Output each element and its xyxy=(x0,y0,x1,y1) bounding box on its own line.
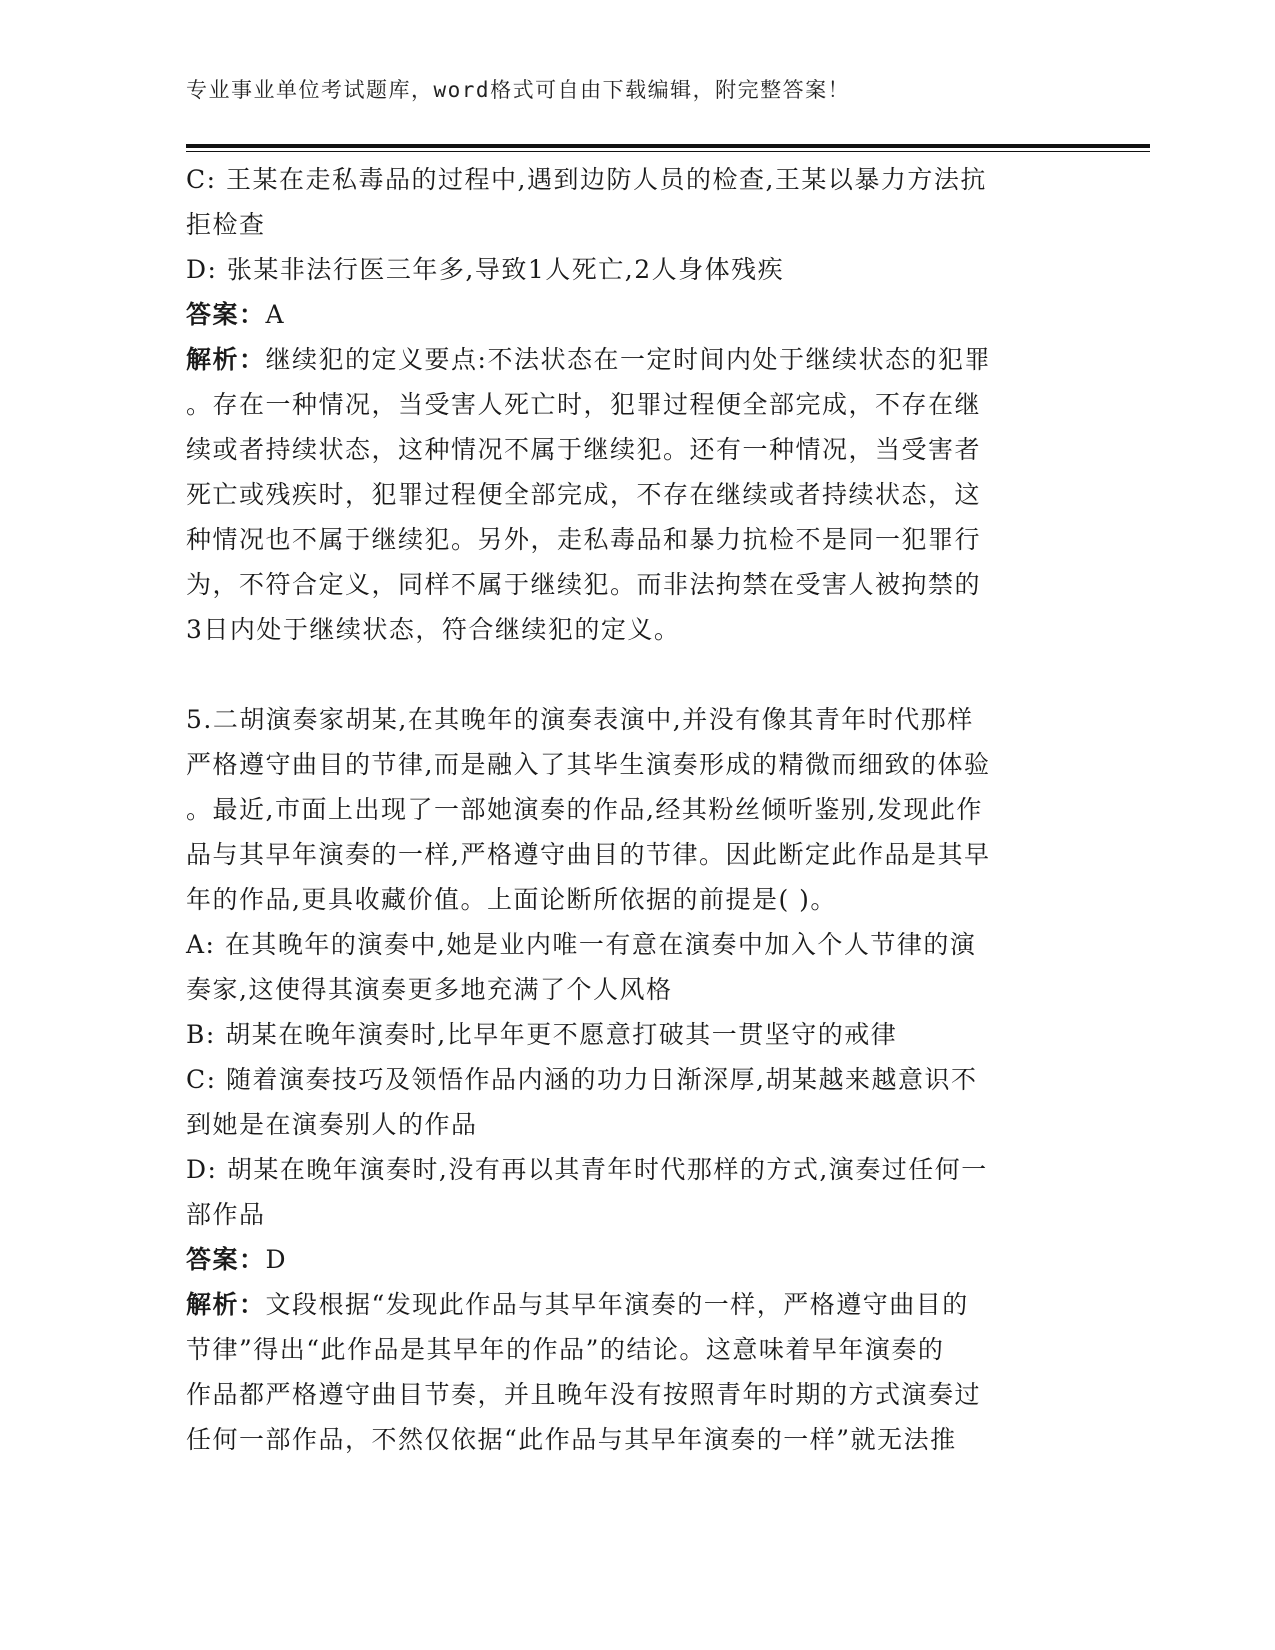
q5-answer-value: D xyxy=(265,1245,288,1274)
q5-analysis-line-2: 节律”得出“此作品是其早年的作品”的结论。这意味着早年演奏的 xyxy=(186,1335,945,1364)
q4-analysis-first: 继续犯的定义要点:不法状态在一定时间内处于继续状态的犯罪 xyxy=(265,345,991,374)
q4-answer-value: A xyxy=(265,300,286,329)
q5-answer-label: 答案： xyxy=(186,1245,266,1274)
q4-analysis-line-1 xyxy=(186,337,1086,382)
q5-stem-line-4: 品与其早年演奏的一样,严格遵守曲目的节律。因此断定此作品是其早 xyxy=(186,840,991,869)
q5-option-a-line-1: A: 在其晚年的演奏中,她是业内唯一有意在演奏中加入个人节律的演 xyxy=(186,930,977,959)
q4-answer xyxy=(186,292,1086,337)
q4-answer-label: 答案： xyxy=(186,300,266,329)
q5-option-d-line-2: 部作品 xyxy=(186,1200,266,1229)
q5-option-c-line-2: 到她是在演奏别人的作品 xyxy=(186,1110,478,1139)
q5-answer xyxy=(186,1237,1086,1282)
q5-stem-line-5: 年的作品,更具收藏价值。上面论断所依据的前提是( )。 xyxy=(186,885,837,914)
question-spacer xyxy=(186,652,1086,697)
q5-option-c-line-1: C: 随着演奏技巧及领悟作品内涵的功力日渐深厚,胡某越来越意识不 xyxy=(186,1065,978,1094)
q5-analysis-label: 解析： xyxy=(186,1290,266,1319)
header-rule-thin xyxy=(186,151,1150,152)
q5-analysis-line-4: 任何一部作品，不然仅依据“此作品与其早年演奏的一样”就无法推 xyxy=(186,1425,957,1454)
header-rule-thick xyxy=(186,144,1150,148)
q4-option-c-line-2: 拒检查 xyxy=(186,210,266,239)
q5-analysis-line-1 xyxy=(186,1282,1086,1327)
q4-analysis-line-5: 种情况也不属于继续犯。另外，走私毒品和暴力抗检不是同一犯罪行 xyxy=(186,525,982,554)
q4-option-c-line-1: C: 王某在走私毒品的过程中,遇到边防人员的检查,王某以暴力方法抗 xyxy=(186,165,987,194)
q4-option-d-line-1: D: 张某非法行医三年多,导致1人死亡,2人身体残疾 xyxy=(186,255,785,284)
q5-analysis-line-3: 作品都严格遵守曲目节奏，并且晚年没有按照青年时期的方式演奏过 xyxy=(186,1380,982,1409)
q4-analysis-line-3: 续或者持续状态，这种情况不属于继续犯。还有一种情况，当受害者 xyxy=(186,435,982,464)
q4-analysis-line-6: 为，不符合定义，同样不属于继续犯。而非法拘禁在受害人被拘禁的 xyxy=(186,570,982,599)
q5-stem-line-2: 严格遵守曲目的节律,而是融入了其毕生演奏形成的精微而细致的体验 xyxy=(186,750,991,779)
q5-stem-line-1: 5.二胡演奏家胡某,在其晚年的演奏表演中,并没有像其青年时代那样 xyxy=(186,705,974,734)
page-header: 专业事业单位考试题库，word格式可自由下载编辑，附完整答案！ xyxy=(186,78,851,102)
q4-analysis-line-4: 死亡或残疾时，犯罪过程便全部完成，不存在继续或者持续状态，这 xyxy=(186,480,982,509)
q5-option-a-line-2: 奏家,这使得其演奏更多地充满了个人风格 xyxy=(186,975,673,1004)
document-body xyxy=(186,157,1086,1462)
q5-option-d-line-1: D: 胡某在晚年演奏时,没有再以其青年时代那样的方式,演奏过任何一 xyxy=(186,1155,988,1184)
q5-analysis-first: 文段根据“发现此作品与其早年演奏的一样，严格遵守曲目的 xyxy=(265,1290,969,1319)
q4-analysis-line-7: 3日内处于继续状态，符合继续犯的定义。 xyxy=(186,615,681,644)
q5-stem-line-3: 。最近,市面上出现了一部她演奏的作品,经其粉丝倾听鉴别,发现此作 xyxy=(186,795,983,824)
q4-analysis-line-2: 。存在一种情况，当受害人死亡时，犯罪过程便全部完成，不存在继 xyxy=(186,390,982,419)
q5-option-b-line-1: B: 胡某在晚年演奏时,比早年更不愿意打破其一贯坚守的戒律 xyxy=(186,1020,898,1049)
q4-analysis-label: 解析： xyxy=(186,345,266,374)
